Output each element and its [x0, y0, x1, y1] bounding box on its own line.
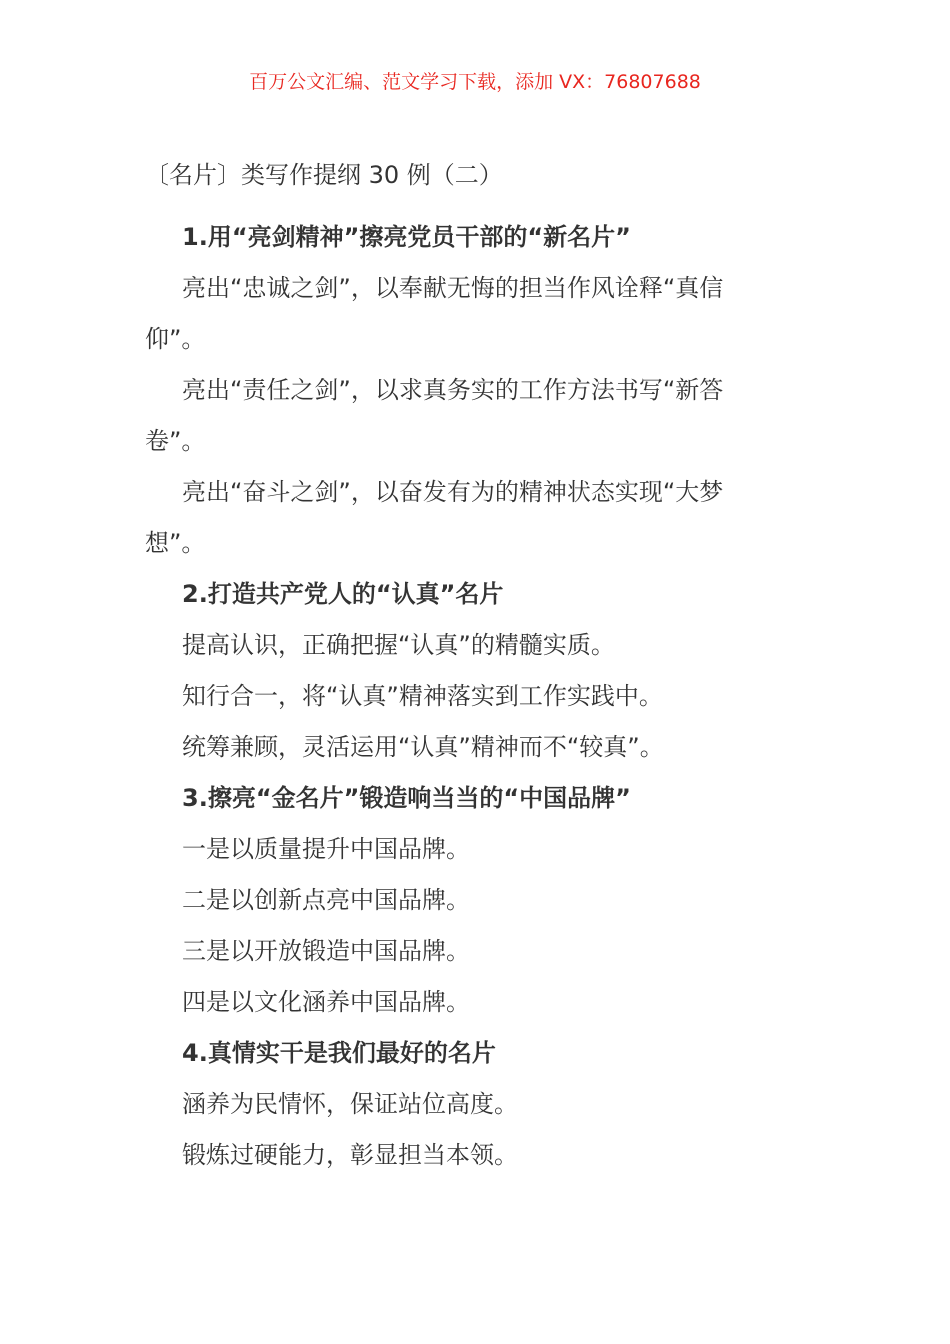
body-line: 一是以质量提升中国品牌。: [182, 835, 470, 863]
header-banner: 百万公文汇编、范文学习下载，添加 VX：76807688: [249, 71, 701, 93]
body-line: 仰”。: [145, 325, 206, 353]
body-line: 提高认识，正确把握“认真”的精髓实质。: [182, 631, 615, 659]
body-line: 二是以创新点亮中国品牌。: [182, 886, 470, 914]
body-line: 亮出“忠诚之剑”，以奉献无悔的担当作风诠释“真信: [182, 274, 724, 302]
body-line: 卷”。: [145, 427, 206, 455]
body-line: 四是以文化涵养中国品牌。: [182, 988, 470, 1016]
body-line: 想”。: [145, 529, 206, 557]
body-line: 涵养为民情怀，保证站位高度。: [182, 1090, 518, 1118]
section-heading: 1.用“亮剑精神”擦亮党员干部的“新名片”: [182, 223, 631, 251]
body-line: 锻炼过硬能力，彰显担当本领。: [182, 1141, 518, 1169]
document-title: 〔名片〕类写作提纲 30 例（二）: [145, 161, 503, 189]
section-heading: 2.打造共产党人的“认真”名片: [182, 580, 504, 608]
section-heading: 4.真情实干是我们最好的名片: [182, 1039, 496, 1067]
body-line: 统筹兼顾，灵活运用“认真”精神而不“较真”。: [182, 733, 664, 761]
body-line: 知行合一，将“认真”精神落实到工作实践中。: [182, 682, 663, 710]
document-body: [145, 212, 810, 1181]
body-line: 三是以开放锻造中国品牌。: [182, 937, 470, 965]
body-line: 亮出“奋斗之剑”，以奋发有为的精神状态实现“大梦: [182, 478, 724, 506]
body-line: 亮出“责任之剑”，以求真务实的工作方法书写“新答: [182, 376, 724, 404]
section-heading: 3.擦亮“金名片”锻造响当当的“中国品牌”: [182, 784, 631, 812]
